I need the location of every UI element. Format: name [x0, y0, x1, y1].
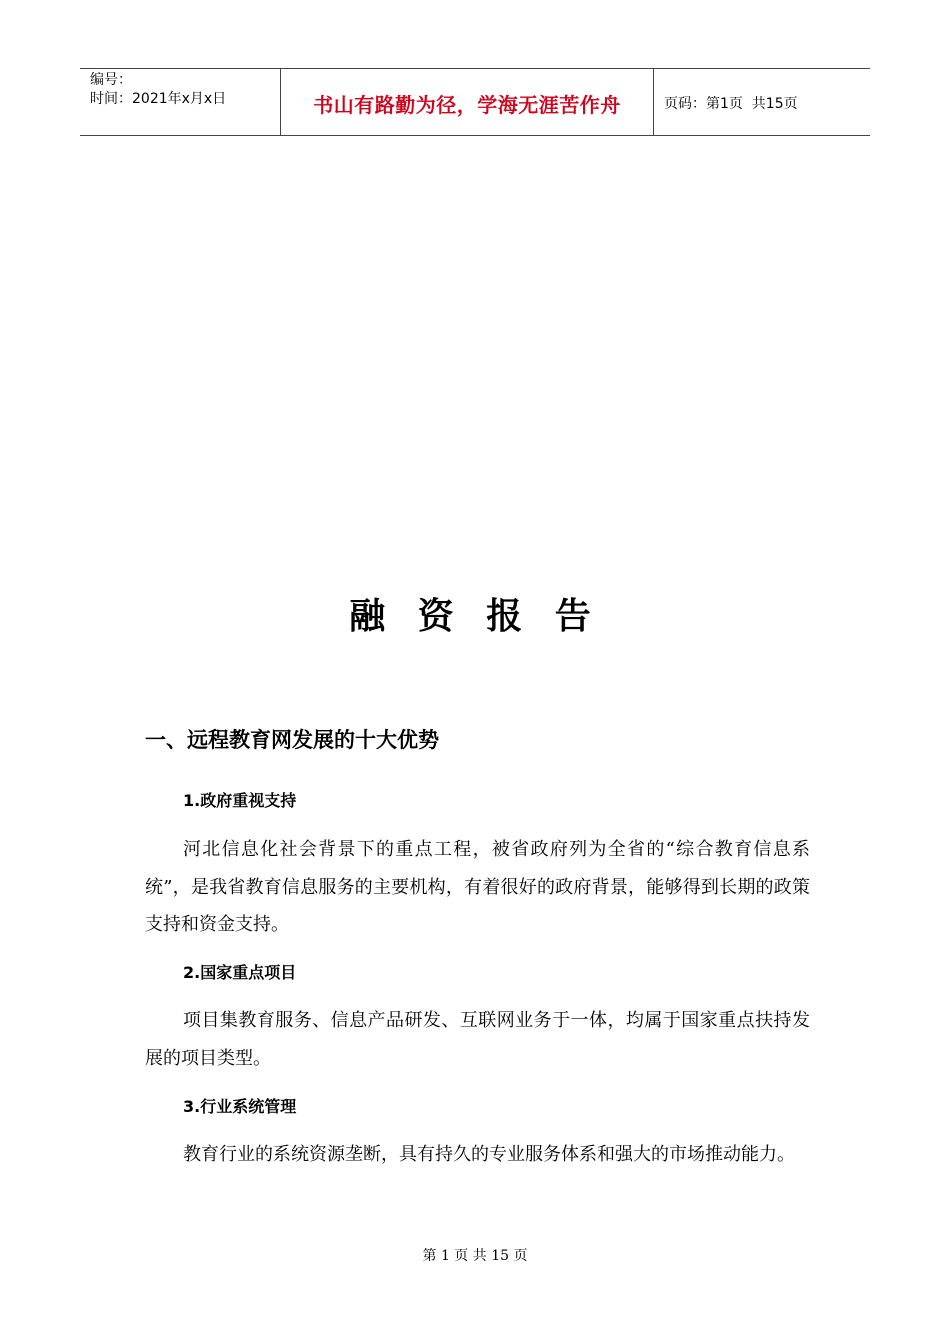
- header-meta-cell: [80, 69, 281, 135]
- document-title: 融 资 报 告: [349, 595, 601, 637]
- document-time-label: 时间：2021年x月x日: [90, 91, 227, 107]
- header-motto-cell: [281, 69, 654, 135]
- section-heading: 一、远程教育网发展的十大优势: [145, 728, 439, 752]
- item-heading-2: 2.国家重点项目: [183, 963, 297, 982]
- item-heading-3: 3.行业系统管理: [183, 1097, 297, 1116]
- page-header: [80, 68, 870, 136]
- header-motto: 书山有路勤为径，学海无涯苦作舟: [313, 93, 621, 117]
- item-paragraph-1: 河北信息化社会背景下的重点工程，被省政府列为全省的“综合教育信息系统”，是我省教育信息服务的主要机构，有着很好的政府背景，能够得到长期的政策支持和资金支持。: [145, 839, 810, 935]
- item-heading-1: 1.政府重视支持: [183, 791, 297, 810]
- page-footer: 第 1 页 共 15 页: [422, 1248, 528, 1264]
- document-number-label: 编号：: [90, 72, 132, 88]
- header-page-cell: [654, 69, 870, 135]
- item-paragraph-3: 教育行业的系统资源垄断，具有持久的专业服务体系和强大的市场推动能力。: [183, 1144, 795, 1165]
- header-page-info: 页码：第1页 共15页: [664, 96, 798, 112]
- item-paragraph-2: 项目集教育服务、信息产品研发、互联网业务于一体，均属于国家重点扶持发展的项目类型。: [145, 1010, 810, 1069]
